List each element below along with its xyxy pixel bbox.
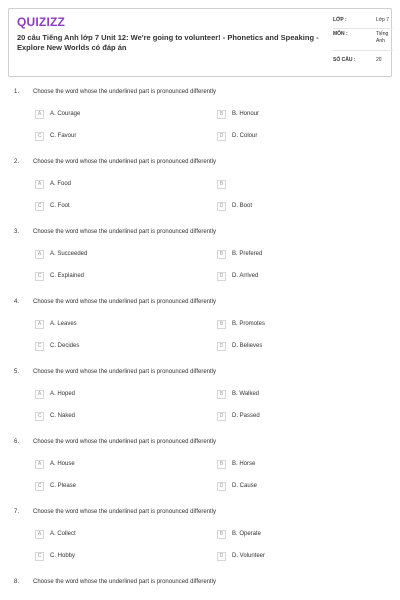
option-text: C. Naked — [50, 413, 76, 419]
option-text: A. Food — [50, 181, 72, 187]
option-letter-box: C — [35, 202, 44, 211]
option-text: C. Please — [50, 483, 77, 489]
question-block — [0, 369, 400, 439]
question-block — [0, 229, 400, 299]
question-text: Choose the word whose the underlined part is pronounced differently — [33, 89, 217, 95]
quizizz-logo[interactable]: QUIZIZZ — [17, 15, 66, 29]
option-text: D. Boot — [232, 203, 253, 209]
option-text: C. Hobby — [50, 553, 76, 559]
option-text: C. Favour — [50, 133, 77, 139]
question-number: 1. — [14, 89, 20, 95]
option-letter-box: A — [35, 110, 44, 119]
option-text: B. Prefered — [232, 251, 263, 257]
option-letter-box: D — [217, 132, 226, 141]
option-letter-box: D — [217, 202, 226, 211]
question-block — [0, 159, 400, 229]
option-text: A. House — [50, 461, 75, 467]
question-block — [0, 579, 400, 600]
class-value: Lớp 7 — [376, 17, 390, 23]
question-text: Choose the word whose the underlined part is pronounced differently — [33, 509, 217, 515]
option-letter-box: C — [35, 342, 44, 351]
option-letter-box: A — [35, 530, 44, 539]
option-text: D. Passed — [232, 413, 260, 419]
subject-label: MÔN : — [333, 31, 348, 37]
question-text: Choose the word whose the underlined part is pronounced differently — [33, 229, 217, 235]
option-letter-box: B — [217, 180, 226, 189]
option-text: D. Volunteer — [232, 553, 266, 559]
option-text: D. Believes — [232, 343, 263, 349]
option-text: B. Promotes — [232, 321, 266, 327]
option-text: A. Leaves — [50, 321, 77, 327]
option-letter-box: B — [217, 250, 226, 259]
question-number: 8. — [14, 579, 20, 585]
option-letter-box: D — [217, 482, 226, 491]
option-letter-box: B — [217, 460, 226, 469]
question-number: 4. — [14, 299, 20, 305]
option-text: D. Arrived — [232, 273, 259, 279]
question-number: 2. — [14, 159, 20, 165]
question-block — [0, 299, 400, 369]
option-text: B. Operate — [232, 531, 262, 537]
question-text: Choose the word whose the underlined part is pronounced differently — [33, 439, 217, 445]
option-letter-box: B — [217, 530, 226, 539]
option-letter-box: A — [35, 180, 44, 189]
option-text: A. Courage — [50, 111, 81, 117]
option-text: B. Honour — [232, 111, 260, 117]
option-text: A. Succeeded — [50, 251, 88, 257]
option-letter-box: B — [217, 390, 226, 399]
option-letter-box: A — [35, 320, 44, 329]
option-text: D. Cause — [232, 483, 258, 489]
count-label: SỐ CÂU : — [333, 57, 356, 63]
option-text: D. Colour — [232, 133, 258, 139]
question-text: Choose the word whose the underlined part is pronounced differently — [33, 299, 217, 305]
question-number: 3. — [14, 229, 20, 235]
option-letter-box: C — [35, 412, 44, 421]
option-letter-box: C — [35, 132, 44, 141]
question-block — [0, 509, 400, 579]
option-text: C. Decides — [50, 343, 80, 349]
question-block — [0, 89, 400, 159]
option-text: A. Collect — [50, 531, 76, 537]
option-letter-box: A — [35, 390, 44, 399]
option-letter-box: C — [35, 272, 44, 281]
option-letter-box: B — [217, 320, 226, 329]
question-number: 7. — [14, 509, 20, 515]
worksheet-header — [8, 8, 392, 77]
count-value: 20 — [376, 57, 382, 63]
meta-divider — [333, 28, 393, 29]
option-letter-box: D — [217, 412, 226, 421]
option-text: C. Explained — [50, 273, 85, 279]
option-letter-box: A — [35, 460, 44, 469]
question-block — [0, 439, 400, 509]
option-text: C. Foot — [50, 203, 70, 209]
question-text: Choose the word whose the underlined part is pronounced differently — [33, 579, 217, 585]
class-label: LỚP : — [333, 17, 347, 23]
option-letter-box: D — [217, 552, 226, 561]
option-text: B. Horse — [232, 461, 256, 467]
question-number: 6. — [14, 439, 20, 445]
subject-value: Tiếng Anh — [376, 31, 389, 44]
worksheet-title: 20 câu Tiếng Anh lớp 7 Unit 12: We're going to volunteer! - Phonetics and Speaking - Explore New Worlds có đáp án — [17, 33, 319, 52]
option-text: A. Hoped — [50, 391, 76, 397]
option-letter-box: B — [217, 110, 226, 119]
question-text: Choose the word whose the underlined part is pronounced differently — [33, 369, 217, 375]
option-letter-box: D — [217, 342, 226, 351]
question-text: Choose the word whose the underlined part is pronounced differently — [33, 159, 217, 165]
question-number: 5. — [14, 369, 20, 375]
meta-divider — [333, 50, 393, 51]
option-text: B. Walked — [232, 391, 260, 397]
option-letter-box: C — [35, 482, 44, 491]
option-letter-box: D — [217, 272, 226, 281]
option-letter-box: C — [35, 552, 44, 561]
option-letter-box: A — [35, 250, 44, 259]
